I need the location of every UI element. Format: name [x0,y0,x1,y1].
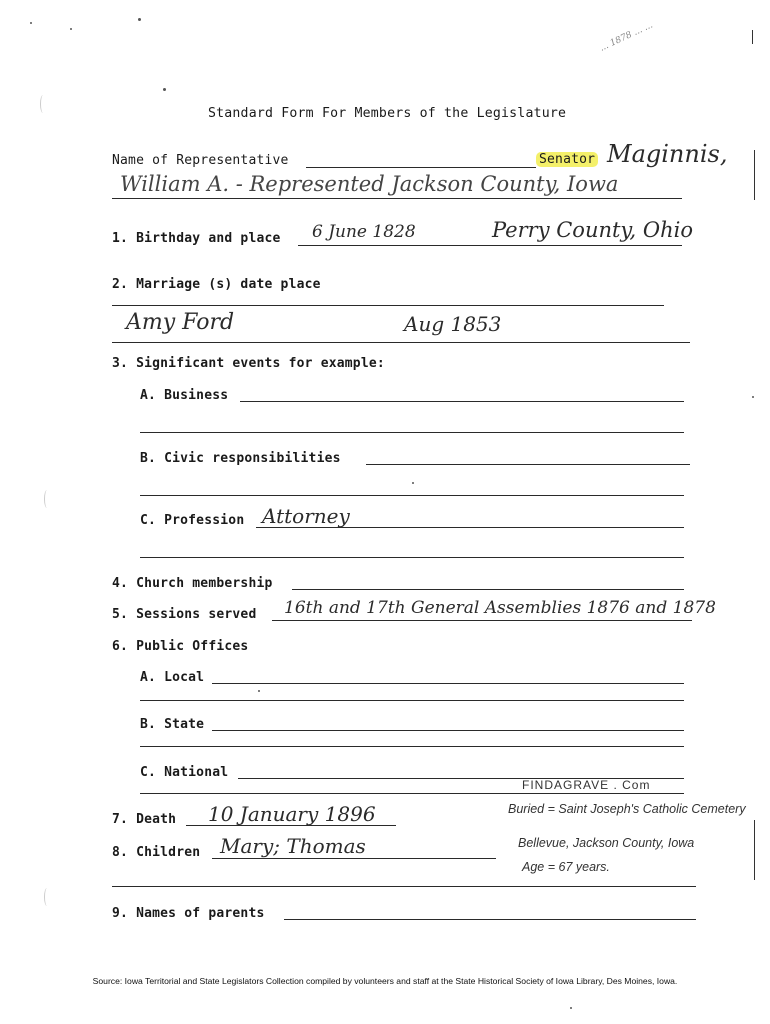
paper-edge-mark [754,150,755,200]
name-second-line [112,198,682,199]
source-caption: Source: Iowa Territorial and State Legislators Collection compiled by volunteers and staff at the State Historical Society of Iowa Library, Des Moines, Iowa. [92,976,678,986]
local-label: A. Local [140,670,205,685]
church-line [292,589,684,590]
death-line [186,825,396,826]
marriage-date-value: Aug 1853 [404,312,502,336]
marriage-label: 2. Marriage (s) date place [112,277,321,292]
form-title: Standard Form For Members of the Legislature [208,106,567,121]
name-line [306,167,536,168]
scan-speck [258,690,260,692]
local-line-1 [212,683,684,684]
paper-edge-mark [752,30,753,44]
children-value: Mary; Thomas [220,834,366,858]
sessions-line [272,620,692,621]
burial-line-3: Age = 67 years. [522,860,610,874]
top-margin-note: ... 1878 ... ... [598,20,655,54]
findagrave-note: FINDAGRAVE . Com [522,778,651,792]
scan-speck [30,22,32,24]
business-line-2 [140,432,684,433]
scan-speck [163,88,166,91]
parents-label: 9. Names of parents [112,906,265,921]
marriage-line-2 [112,342,690,343]
sessions-label: 5. Sessions served [112,607,257,622]
sessions-value: 16th and 17th General Assemblies 1876 and 1878 [284,598,716,618]
birth-place-value: Perry County, Ohio [492,218,693,242]
significant-events-label: 3. Significant events for example: [112,356,385,371]
scan-speck [70,28,72,30]
state-label: B. State [140,717,205,732]
senator-label: Senator [536,152,598,167]
scan-speck [138,18,141,21]
spouse-value: Amy Ford [126,310,235,335]
death-value: 10 January 1896 [208,802,376,826]
business-label: A. Business [140,388,229,403]
scan-shadow [40,95,46,113]
hw-surname: Maginnis, [607,140,728,168]
paper-edge-mark [754,820,755,880]
scan-shadow [44,490,50,508]
death-label: 7. Death [112,812,177,827]
parents-line [284,919,696,920]
civic-label: B. Civic responsibilities [140,451,341,466]
burial-line-1: Buried = Saint Joseph's Catholic Cemetery [508,802,746,816]
church-label: 4. Church membership [112,576,273,591]
children-line [212,858,496,859]
burial-line-2: Bellevue, Jackson County, Iowa [518,836,695,850]
children-line-2 [112,886,696,887]
scan-speck [412,482,414,484]
public-offices-label: 6. Public Offices [112,639,249,654]
profession-line-2 [140,557,684,558]
birth-date-value: 6 June 1828 [312,222,416,242]
state-line-2 [140,746,684,747]
profession-line-1 [256,527,684,528]
marriage-line-1 [112,305,664,306]
hw-name-line: William A. - Represented Jackson County, Iowa [120,172,619,196]
scan-speck [570,1007,572,1009]
local-line-2 [140,700,684,701]
scan-shadow [44,888,50,906]
children-label: 8. Children [112,845,201,860]
national-label: C. National [140,765,229,780]
national-line-2 [140,793,684,794]
birthday-place-label: 1. Birthday and place [112,231,281,246]
profession-value: Attorney [262,504,350,528]
civic-line-1 [366,464,690,465]
scan-speck [752,396,754,398]
name-of-representative-label: Name of Representative [112,153,289,168]
civic-line-2 [140,495,684,496]
state-line-1 [212,730,684,731]
birthday-line [298,245,682,246]
business-line-1 [240,401,684,402]
profession-label: C. Profession [140,513,245,528]
